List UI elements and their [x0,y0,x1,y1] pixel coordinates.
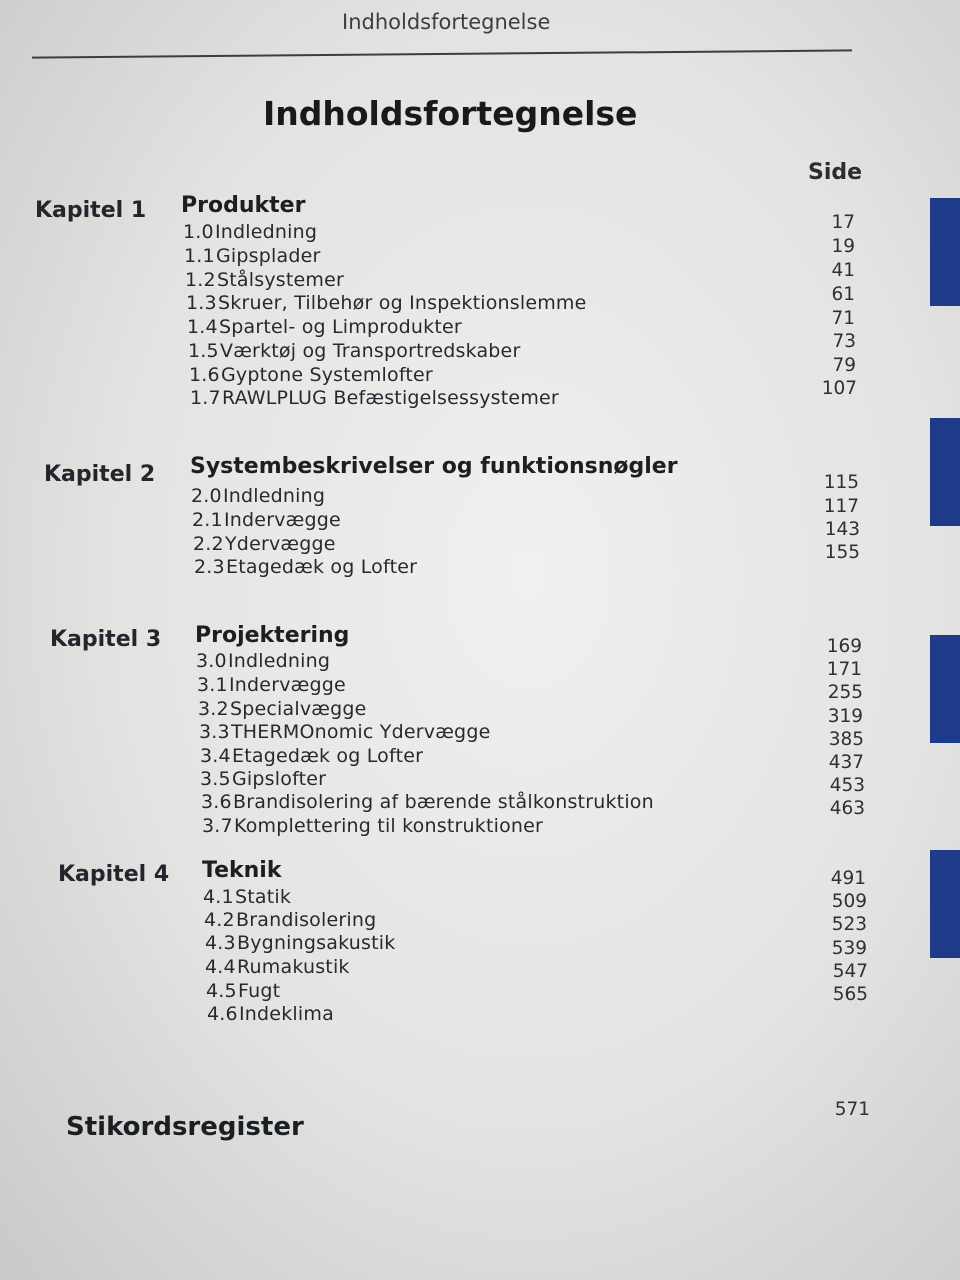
toc-entry: 1.1Gipsplader [184,245,321,267]
chapter-1-label: Kapitel 1 [35,198,147,223]
running-head: Indholdsfortegnelse [342,10,551,34]
page-number: 115 [823,472,859,493]
page-number: 41 [831,260,855,281]
toc-entry: 4.2Brandisolering [204,909,377,931]
header-rule [32,49,852,58]
page-number: 107 [821,378,857,399]
toc-entry: 3.4Etagedæk og Lofter [200,745,424,767]
toc-entry: 1.7RAWLPLUG Befæstigelsessystemer [190,387,559,409]
page-number: 171 [826,659,862,680]
page-number: 143 [824,519,860,540]
toc-entry: 3.6Brandisolering af bærende stålkonstruktion [201,791,654,813]
page-number: 155 [824,542,860,563]
toc-entry: 3.3THERMOnomic Ydervægge [199,721,491,743]
page-number: 117 [823,496,859,517]
index-title: Stikordsregister [66,1112,304,1142]
toc-entry: 3.0Indledning [196,650,331,672]
page-number: 61 [831,284,855,305]
chapter-3-label: Kapitel 3 [50,627,162,652]
toc-entry: 3.2Specialvægge [198,698,367,720]
page-number: 79 [832,355,856,376]
toc-entry: 4.4Rumakustik [205,956,350,978]
page-title: Indholdsfortegnelse [263,94,638,133]
toc-entry: 4.1Statik [203,886,292,908]
toc-entry: 1.3Skruer, Tilbehør og Inspektionslemme [186,292,587,314]
toc-entry: 4.3Bygningsakustik [205,932,396,954]
page-number: 463 [829,798,865,819]
chapter-3-title: Projektering [195,623,350,648]
side-column-label: Side [808,160,863,185]
page-number: 71 [831,308,855,329]
toc-entry: 3.5Gipslofter [200,768,327,790]
page-number: 385 [828,729,864,750]
chapter-2-title: Systembeskrivelser og funktionsnøgler [190,454,678,479]
chapter-1-title: Produkter [181,193,306,218]
page-number: 539 [831,938,867,959]
page-number: 17 [831,212,855,233]
page-number: 437 [828,752,864,773]
chapter-3-tab-marker [930,635,960,743]
page-number: 453 [829,775,865,796]
page-number: 491 [830,868,866,889]
chapter-4-label: Kapitel 4 [58,862,170,887]
toc-entry: 2.3Etagedæk og Lofter [194,556,418,578]
page-number: 19 [831,236,855,257]
page-number: 565 [832,984,868,1005]
toc-entry: 4.5Fugt [206,980,281,1002]
page-number: 169 [826,636,862,657]
index-page-number: 571 [834,1099,870,1120]
chapter-4-title: Teknik [202,858,282,883]
chapter-2-label: Kapitel 2 [44,462,156,487]
chapter-1-tab-marker [930,198,960,306]
toc-entry: 3.1Indervægge [197,674,346,696]
toc-entry: 1.6Gyptone Systemlofter [189,364,433,386]
toc-entry: 1.0Indledning [183,221,318,243]
page-number: 255 [827,682,863,703]
page-number: 547 [832,961,868,982]
toc-entry: 2.1Indervægge [192,509,341,531]
page-number: 509 [831,891,867,912]
toc-entry: 2.2Ydervægge [193,533,336,555]
toc-entry: 1.4Spartel- og Limprodukter [187,316,462,338]
page-number: 523 [831,914,867,935]
chapter-4-tab-marker [930,850,960,958]
toc-entry: 2.0Indledning [191,485,326,507]
toc-entry: 1.2Stålsystemer [185,269,345,291]
page-number: 73 [832,331,856,352]
toc-entry: 1.5Værktøj og Transportredskaber [188,340,521,362]
chapter-2-tab-marker [930,418,960,526]
page-number: 319 [827,706,863,727]
toc-entry: 3.7Komplettering til konstruktioner [202,815,544,837]
toc-entry: 4.6Indeklima [207,1003,334,1025]
